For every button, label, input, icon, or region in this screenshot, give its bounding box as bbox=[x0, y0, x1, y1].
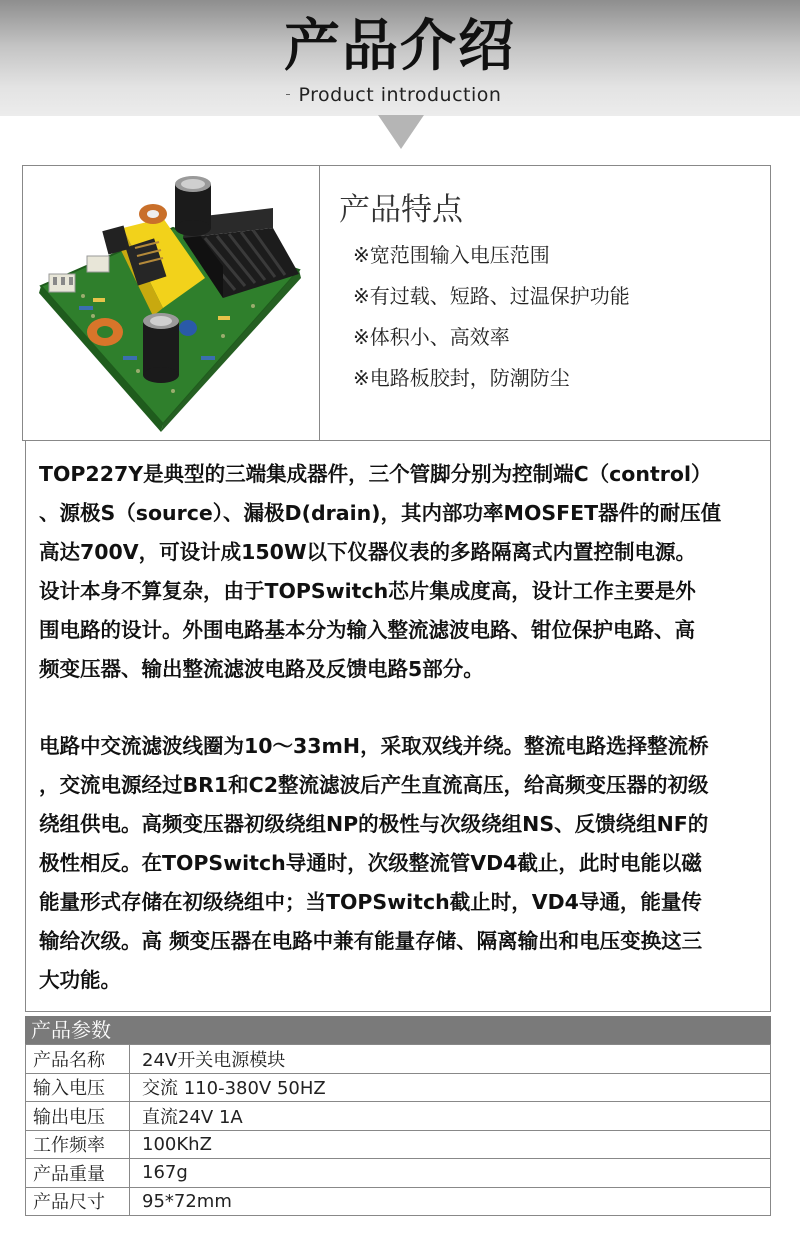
text-line: 大功能。 bbox=[39, 968, 121, 992]
product-image bbox=[23, 166, 320, 440]
table-row bbox=[26, 1159, 771, 1188]
feature-content bbox=[321, 166, 770, 440]
param-key: 产品名称 bbox=[26, 1045, 130, 1074]
text-line: TOP227Y是典型的三端集成器件，三个管脚分别为控制端C（control） bbox=[39, 462, 712, 486]
feature-item: ※体积小、高效率 bbox=[353, 325, 510, 349]
power-module-pcb-illustration bbox=[23, 166, 320, 440]
feature-item: ※电路板胶封，防潮防尘 bbox=[353, 366, 570, 390]
feature-title: 产品特点 bbox=[339, 192, 463, 228]
table-row bbox=[26, 1073, 771, 1102]
text-line: 绕组供电。高频变压器初级绕组NP的极性与次级绕组NS、反馈绕组NF的 bbox=[39, 812, 709, 836]
description-paragraph-1 bbox=[39, 455, 761, 689]
table-row bbox=[26, 1130, 771, 1159]
table-row bbox=[26, 1045, 771, 1074]
capacitor-top bbox=[175, 176, 211, 236]
feature-item: ※宽范围输入电压范围 bbox=[353, 243, 550, 267]
text-line: 围电路的设计。外围电路基本分为输入整流滤波电路、钳位保护电路、高 bbox=[39, 618, 695, 642]
feature-section bbox=[22, 165, 771, 441]
param-key: 输出电压 bbox=[26, 1102, 130, 1131]
toroid-inductor bbox=[87, 318, 123, 346]
text-line: 频变压器、输出整流滤波电路及反馈电路5部分。 bbox=[39, 657, 484, 681]
text-line: 输给次级。高 频变压器在电路中兼有能量存储、隔离输出和电压变换这三 bbox=[39, 929, 703, 953]
text-line: ，交流电源经过BR1和C2整流滤波后产生直流高压，给高频变压器的初级 bbox=[39, 773, 709, 797]
description-paragraph-2 bbox=[39, 727, 761, 1000]
params-table bbox=[25, 1044, 771, 1216]
down-arrow-icon bbox=[378, 115, 424, 149]
text-line: 高达700V，可设计成150W以下仪器仪表的多路隔离式内置控制电源。 bbox=[39, 540, 697, 564]
param-value: 直流24V 1A bbox=[130, 1102, 771, 1131]
coil-small bbox=[139, 204, 167, 224]
param-value: 95*72mm bbox=[130, 1187, 771, 1216]
page-subtitle: Product introduction bbox=[298, 84, 502, 106]
param-value: 167g bbox=[130, 1159, 771, 1188]
text-line: 电路中交流滤波线圈为10～33mH，采取双线并绕。整流电路选择整流桥 bbox=[39, 734, 709, 758]
param-key: 产品重量 bbox=[26, 1159, 130, 1188]
params-title: 产品参数 bbox=[25, 1016, 771, 1044]
connector-mid bbox=[87, 256, 109, 272]
text-line: 、源极S（source）、漏极D(drain)，其内部功率MOSFET器件的耐压值 bbox=[39, 501, 722, 525]
connector-left bbox=[49, 274, 75, 292]
text-line: 能量形式存储在初级绕组中；当TOPSwitch截止时，VD4导通，能量传 bbox=[39, 890, 702, 914]
page-title: 产品介绍 bbox=[284, 14, 516, 79]
text-line: 设计本身不算复杂，由于TOPSwitch芯片集成度高，设计工作主要是外 bbox=[39, 579, 696, 603]
param-value: 交流 110-380V 50HZ bbox=[130, 1073, 771, 1102]
param-key: 产品尺寸 bbox=[26, 1187, 130, 1216]
description-section bbox=[25, 441, 771, 1012]
capacitor-bottom bbox=[143, 313, 179, 383]
param-value: 100KhZ bbox=[130, 1130, 771, 1159]
text-line: 极性相反。在TOPSwitch导通时，次级整流管VD4截止，此时电能以磁 bbox=[39, 851, 702, 875]
header-banner bbox=[0, 0, 800, 116]
param-key: 工作频率 bbox=[26, 1130, 130, 1159]
table-row bbox=[26, 1102, 771, 1131]
feature-item: ※有过载、短路、过温保护功能 bbox=[353, 284, 630, 308]
table-row bbox=[26, 1187, 771, 1216]
param-value: 24V开关电源模块 bbox=[130, 1045, 771, 1074]
param-key: 输入电压 bbox=[26, 1073, 130, 1102]
